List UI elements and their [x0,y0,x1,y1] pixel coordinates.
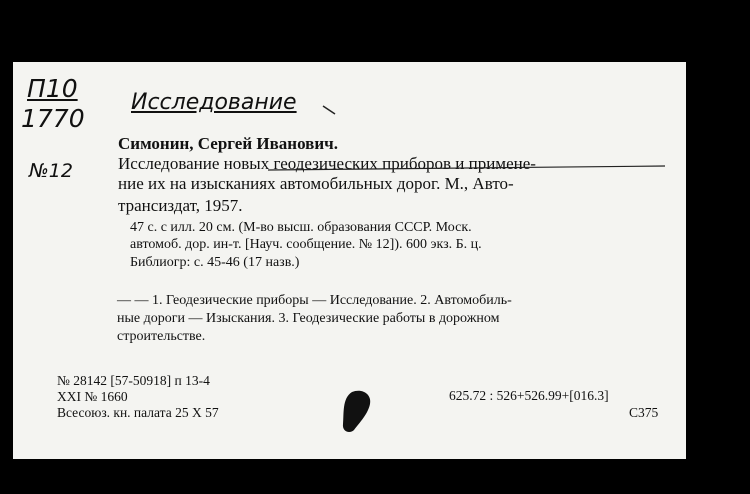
pen-underline-marks [13,62,686,222]
bibliography-note: Библиогр: с. 45-46 (17 назв.) [130,255,300,270]
cutter-number: С375 [629,405,659,420]
call-number-top: П10 [27,74,78,103]
udc-classification: 625.72 : 526+526.99+[016.3] [449,388,609,403]
handwritten-heading: Исследование [131,90,297,115]
catalog-card [13,62,686,459]
title-line-2: ние их на изысканиях автомобильных дорог. М., Авто- [118,174,514,193]
subjects-line-1: — — 1. Геодезические приборы — Исследование. 2. Автомобиль- [117,293,512,308]
title-line-1: Исследование новых геодезических приборов и примене- [118,154,536,173]
handwritten-number: №12 [29,160,73,182]
call-number-bottom: 1770 [21,104,85,133]
description-line-1: 47 с. с илл. 20 см. (М-во высш. образования СССР. Моск. [130,220,472,235]
subjects-line-2: ные дороги — Изыскания. 3. Геодезические работы в дорожном [117,311,500,326]
description-line-2: автомоб. дор. ин-т. [Науч. сообщение. № 12]). 600 экз. Б. ц. [130,237,482,252]
subjects-line-3: строительстве. [117,329,206,344]
series-number: XXI № 1660 [57,389,128,404]
registration-number: № 28142 [57-50918] п 13-4 [57,373,210,388]
author-heading: Симонин, Сергей Иванович. [118,134,338,153]
title-line-3: трансиздат, 1957. [118,196,243,215]
book-chamber-line: Всесоюз. кн. палата 25 X 57 [57,405,219,420]
ink-blot [338,388,378,436]
